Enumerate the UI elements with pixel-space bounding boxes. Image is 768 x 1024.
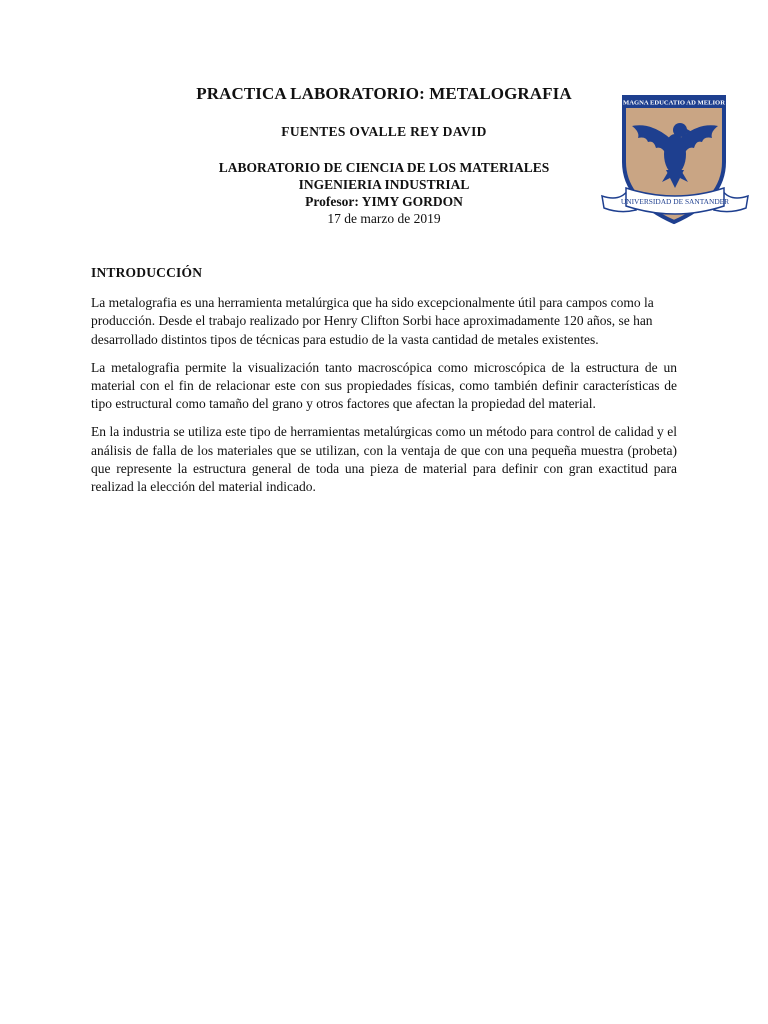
section-heading: INTRODUCCIÓN — [91, 265, 203, 280]
document-date: 17 de marzo de 2019 — [327, 211, 441, 226]
course-info — [90, 159, 678, 227]
introduction-section — [91, 264, 677, 506]
logo-banner-text: UNIVERSIDAD DE SANTANDER — [620, 197, 730, 206]
program-name: INGENIERIA INDUSTRIAL — [298, 177, 470, 192]
paragraph: En la industria se utiliza este tipo de herramientas metalúrgicas como un método para control de calidad y el análisis de falla de los materiales que se utilizan, con la ventaja de que con una pequeña muestra (probeta) que represente la estructura general de toda una pieza de material para definir con gran exactitud para realizad la elección del material indicado. — [91, 424, 677, 495]
lab-name: LABORATORIO DE CIENCIA DE LOS MATERIALES — [218, 160, 550, 175]
document-header — [90, 84, 678, 227]
university-logo — [600, 92, 750, 226]
professor-name: Profesor: YIMY GORDON — [305, 194, 463, 209]
paragraph: La metalografia es una herramienta metalúrgica que ha sido excepcionalmente útil para campos como la producción. Desde el trabajo realizado por Henry Clifton Sorbi hace aproximadamente 120 años, se han desarrollado distintos tipos de técnicas para estudio de la vasta cantidad de metales existentes. — [91, 295, 654, 347]
author-name: FUENTES OVALLE REY DAVID — [281, 124, 487, 139]
paragraph: La metalografia permite la visualización tanto macroscópica como microscópica de la estructura de un material con el fin de relacionar este con sus propiedades físicas, como también definir características de tipo estructural como tamaño del grano y otros factores que afectan la propiedad del material. — [91, 359, 677, 412]
document-title: PRACTICA LABORATORIO: METALOGRAFIA — [196, 84, 572, 103]
logo-motto: MAGNA EDUCATIO AD MELIOR — [623, 99, 725, 107]
